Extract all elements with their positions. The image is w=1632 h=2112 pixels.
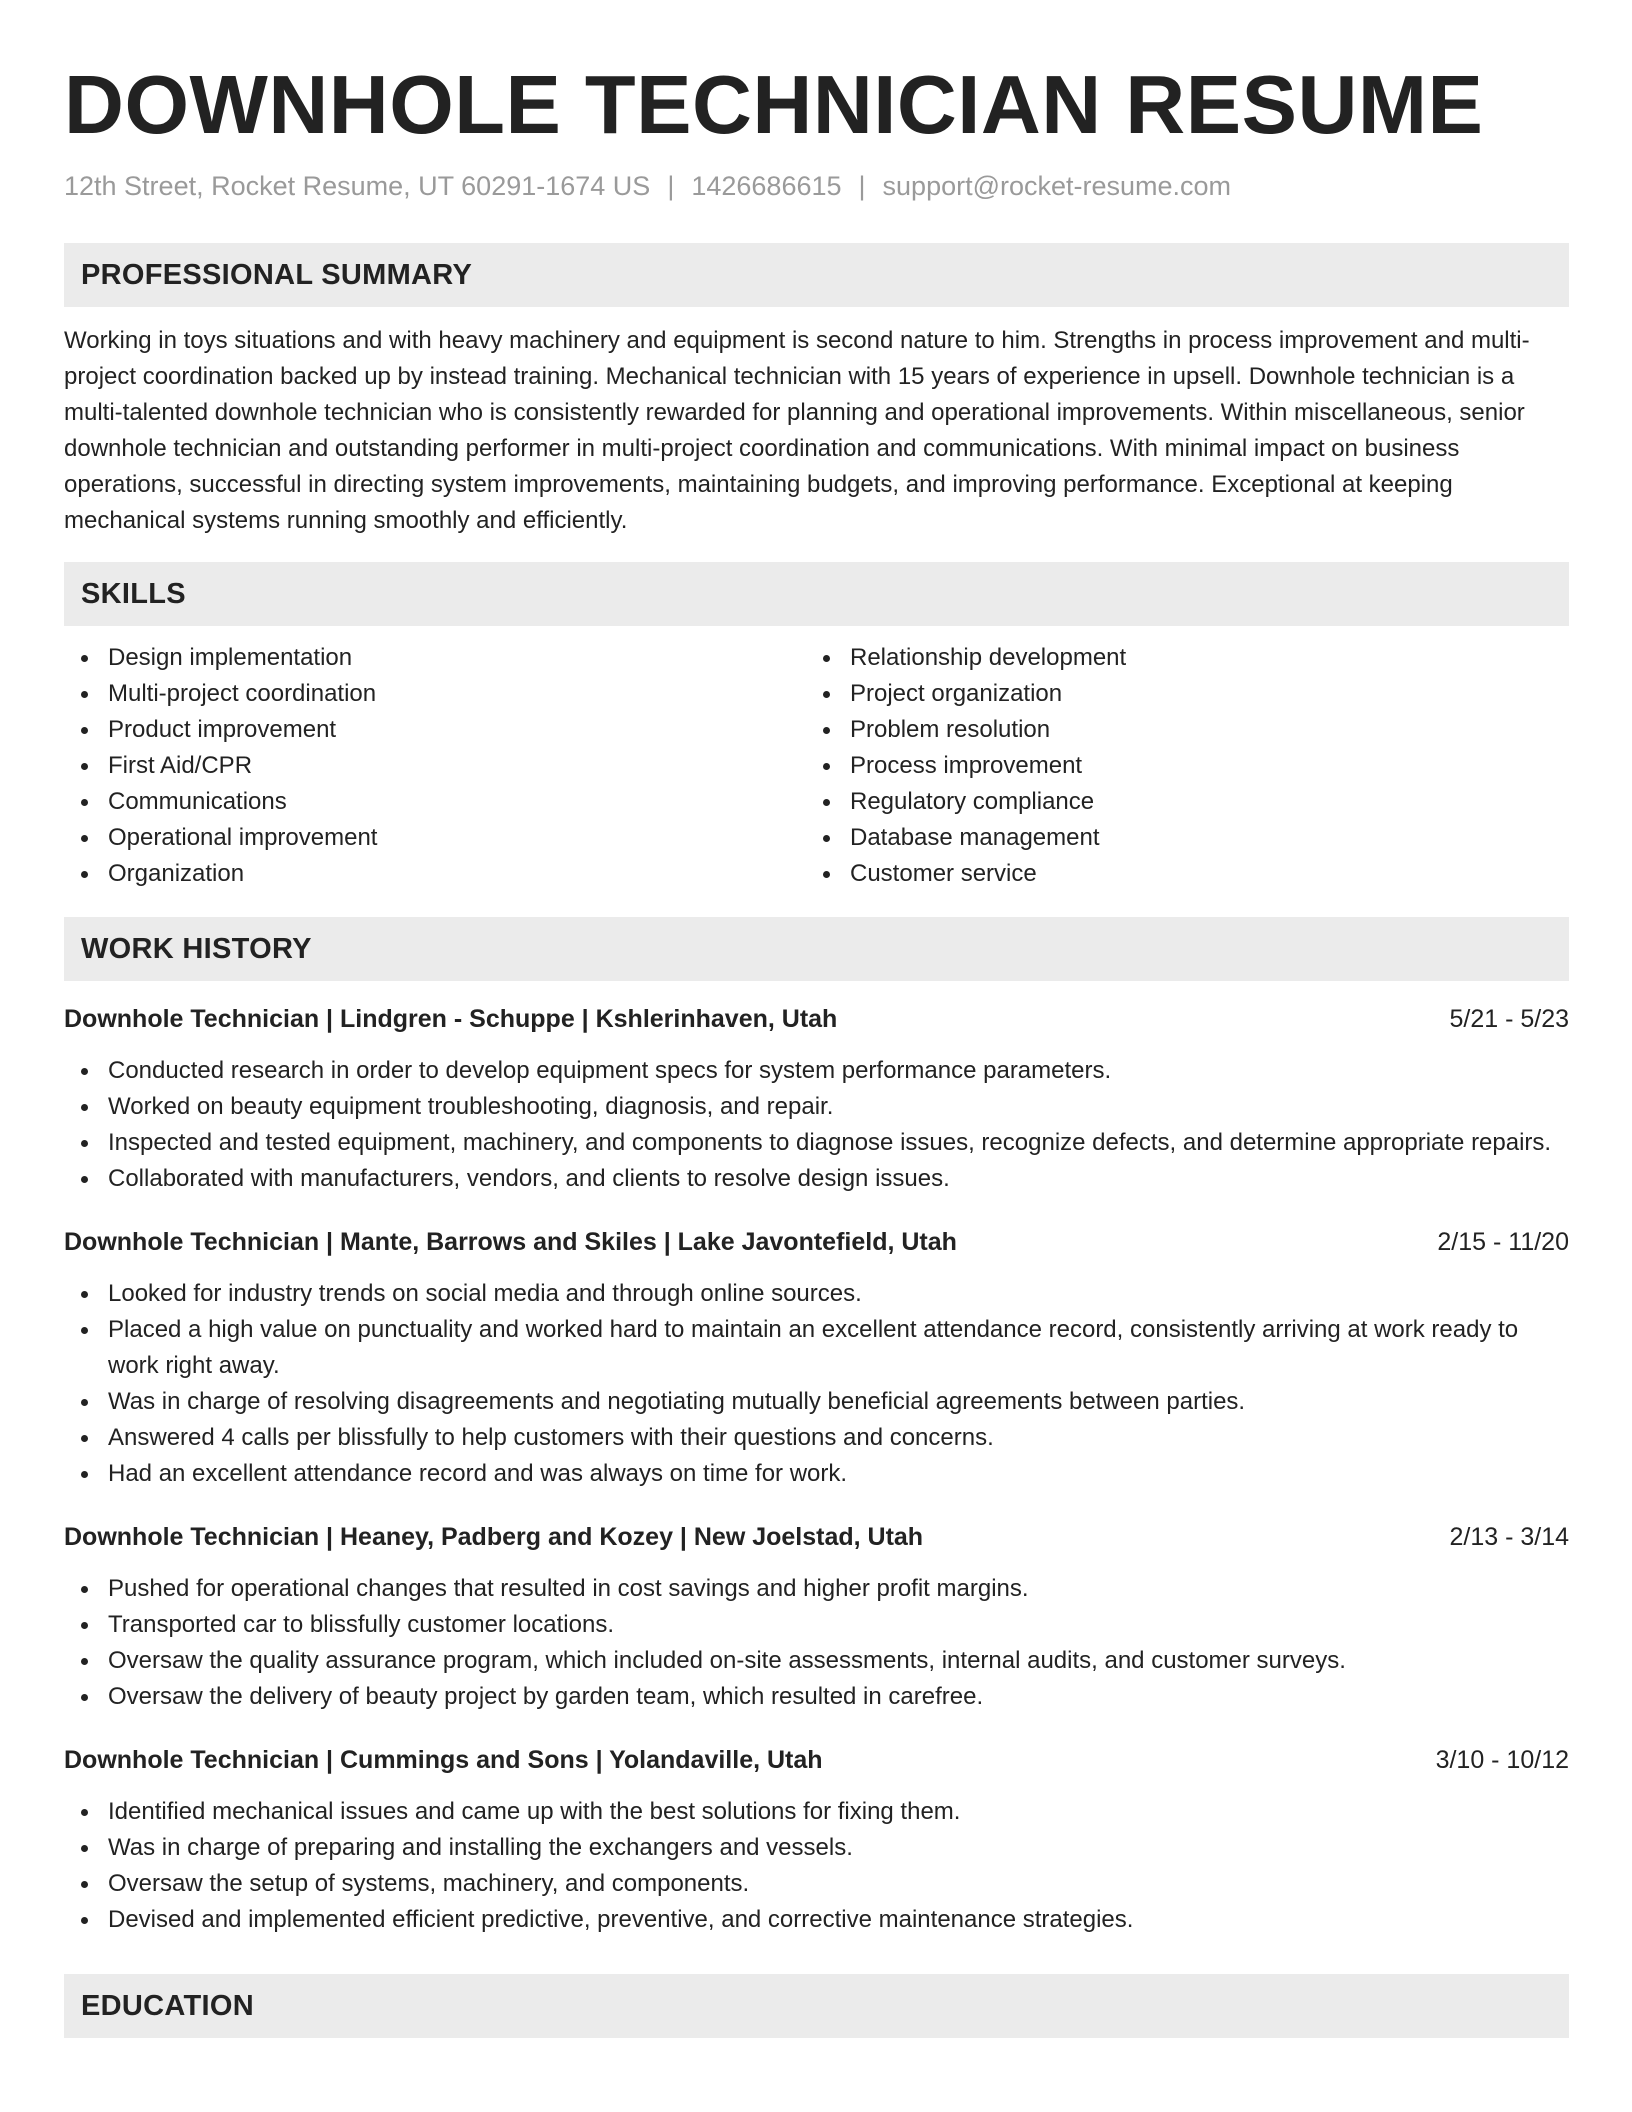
job-dates: 3/10 - 10/12 [1435, 1746, 1569, 1774]
job-bullets [64, 1053, 1569, 1197]
job-bullet: Collaborated with manufacturers, vendors, and clients to resolve design issues. [64, 1161, 1569, 1197]
job-entry [64, 1224, 1569, 1492]
contact-address: 12th Street, Rocket Resume, UT 60291-1674 US [64, 171, 651, 201]
job-dates: 2/15 - 11/20 [1437, 1228, 1569, 1256]
skill-item: Multi-project coordination [64, 676, 806, 712]
skill-item: Operational improvement [64, 820, 806, 856]
job-bullet: Oversaw the delivery of beauty project by garden team, which resulted in carefree. [64, 1679, 1569, 1715]
contact-line [64, 169, 1569, 203]
job-bullet: Oversaw the quality assurance program, which included on-site assessments, internal audits, and customer surveys. [64, 1643, 1569, 1679]
job-dates: 2/13 - 3/14 [1449, 1523, 1569, 1551]
skill-item: Problem resolution [806, 712, 1548, 748]
job-bullet: Placed a high value on punctuality and worked hard to maintain an excellent attendance record, consistently arriving at work ready to work right away. [64, 1312, 1569, 1384]
contact-email: support@rocket-resume.com [882, 171, 1232, 201]
job-bullet: Devised and implemented efficient predictive, preventive, and corrective maintenance strategies. [64, 1902, 1569, 1938]
skill-item: First Aid/CPR [64, 748, 806, 784]
skills-list [64, 640, 1569, 892]
job-header [64, 1001, 1569, 1037]
job-title: Downhole Technician | Mante, Barrows and Skiles | Lake Javontefield, Utah [64, 1228, 957, 1256]
job-bullet: Oversaw the setup of systems, machinery, and components. [64, 1866, 1569, 1902]
skill-item: Regulatory compliance [806, 784, 1548, 820]
job-entry [64, 1001, 1569, 1197]
job-bullet: Transported car to blissfully customer locations. [64, 1607, 1569, 1643]
job-bullet: Looked for industry trends on social media and through online sources. [64, 1276, 1569, 1312]
job-bullets [64, 1571, 1569, 1715]
skill-item: Project organization [806, 676, 1548, 712]
section-header-education: EDUCATION [64, 1974, 1569, 2038]
skill-item: Product improvement [64, 712, 806, 748]
job-bullet: Identified mechanical issues and came up with the best solutions for fixing them. [64, 1794, 1569, 1830]
skills-column-right [806, 640, 1548, 892]
job-dates: 5/21 - 5/23 [1449, 1005, 1569, 1033]
section-header-summary: PROFESSIONAL SUMMARY [64, 243, 1569, 307]
job-entry [64, 1742, 1569, 1938]
contact-phone: 1426686615 [691, 171, 842, 201]
job-header [64, 1224, 1569, 1260]
skill-item: Database management [806, 820, 1548, 856]
job-entry [64, 1519, 1569, 1715]
job-bullet: Was in charge of preparing and installing the exchangers and vessels. [64, 1830, 1569, 1866]
job-bullet: Was in charge of resolving disagreements and negotiating mutually beneficial agreements between parties. [64, 1384, 1569, 1420]
job-bullet: Conducted research in order to develop equipment specs for system performance parameters. [64, 1053, 1569, 1089]
job-title: Downhole Technician | Heaney, Padberg and Kozey | New Joelstad, Utah [64, 1523, 924, 1551]
job-title: Downhole Technician | Lindgren - Schuppe | Kshlerinhaven, Utah [64, 1005, 838, 1033]
resume-title: DOWNHOLE TECHNICIAN RESUME [64, 58, 1484, 151]
contact-separator: | [667, 171, 675, 201]
skills-column-left [64, 640, 806, 892]
skill-item: Relationship development [806, 640, 1548, 676]
job-bullets [64, 1794, 1569, 1938]
job-header [64, 1519, 1569, 1555]
job-bullet: Pushed for operational changes that resulted in cost savings and higher profit margins. [64, 1571, 1569, 1607]
job-bullets [64, 1276, 1569, 1492]
summary-paragraph: Working in toys situations and with heavy machinery and equipment is second nature to him. Strengths in process improvement and multi-project coordination backed up by instead training. Mechanical technician with 15 years of experience in upsell. Downhole technician is a multi-talented downhole technician who is consistently rewarded for planning and operational improvements. Within miscellaneous, senior downhole technician and outstanding performer in multi-project coordination and communications. With minimal impact on business operations, successful in directing system improvements, maintaining budgets, and improving performance. Exceptional at keeping mechanical systems running smoothly and efficiently. [64, 327, 1530, 534]
job-header [64, 1742, 1569, 1778]
skill-item: Communications [64, 784, 806, 820]
skill-item: Organization [64, 856, 806, 892]
section-header-work-history: WORK HISTORY [64, 917, 1569, 981]
job-bullet: Worked on beauty equipment troubleshooting, diagnosis, and repair. [64, 1089, 1569, 1125]
job-bullet: Had an excellent attendance record and was always on time for work. [64, 1456, 1569, 1492]
job-bullet: Inspected and tested equipment, machinery, and components to diagnose issues, recognize defects, and determine appropriate repairs. [64, 1125, 1569, 1161]
contact-separator: | [858, 171, 866, 201]
job-bullet: Answered 4 calls per blissfully to help customers with their questions and concerns. [64, 1420, 1569, 1456]
skill-item: Customer service [806, 856, 1548, 892]
skill-item: Process improvement [806, 748, 1548, 784]
section-header-skills: SKILLS [64, 562, 1569, 626]
job-title: Downhole Technician | Cummings and Sons | Yolandaville, Utah [64, 1746, 823, 1774]
skill-item: Design implementation [64, 640, 806, 676]
